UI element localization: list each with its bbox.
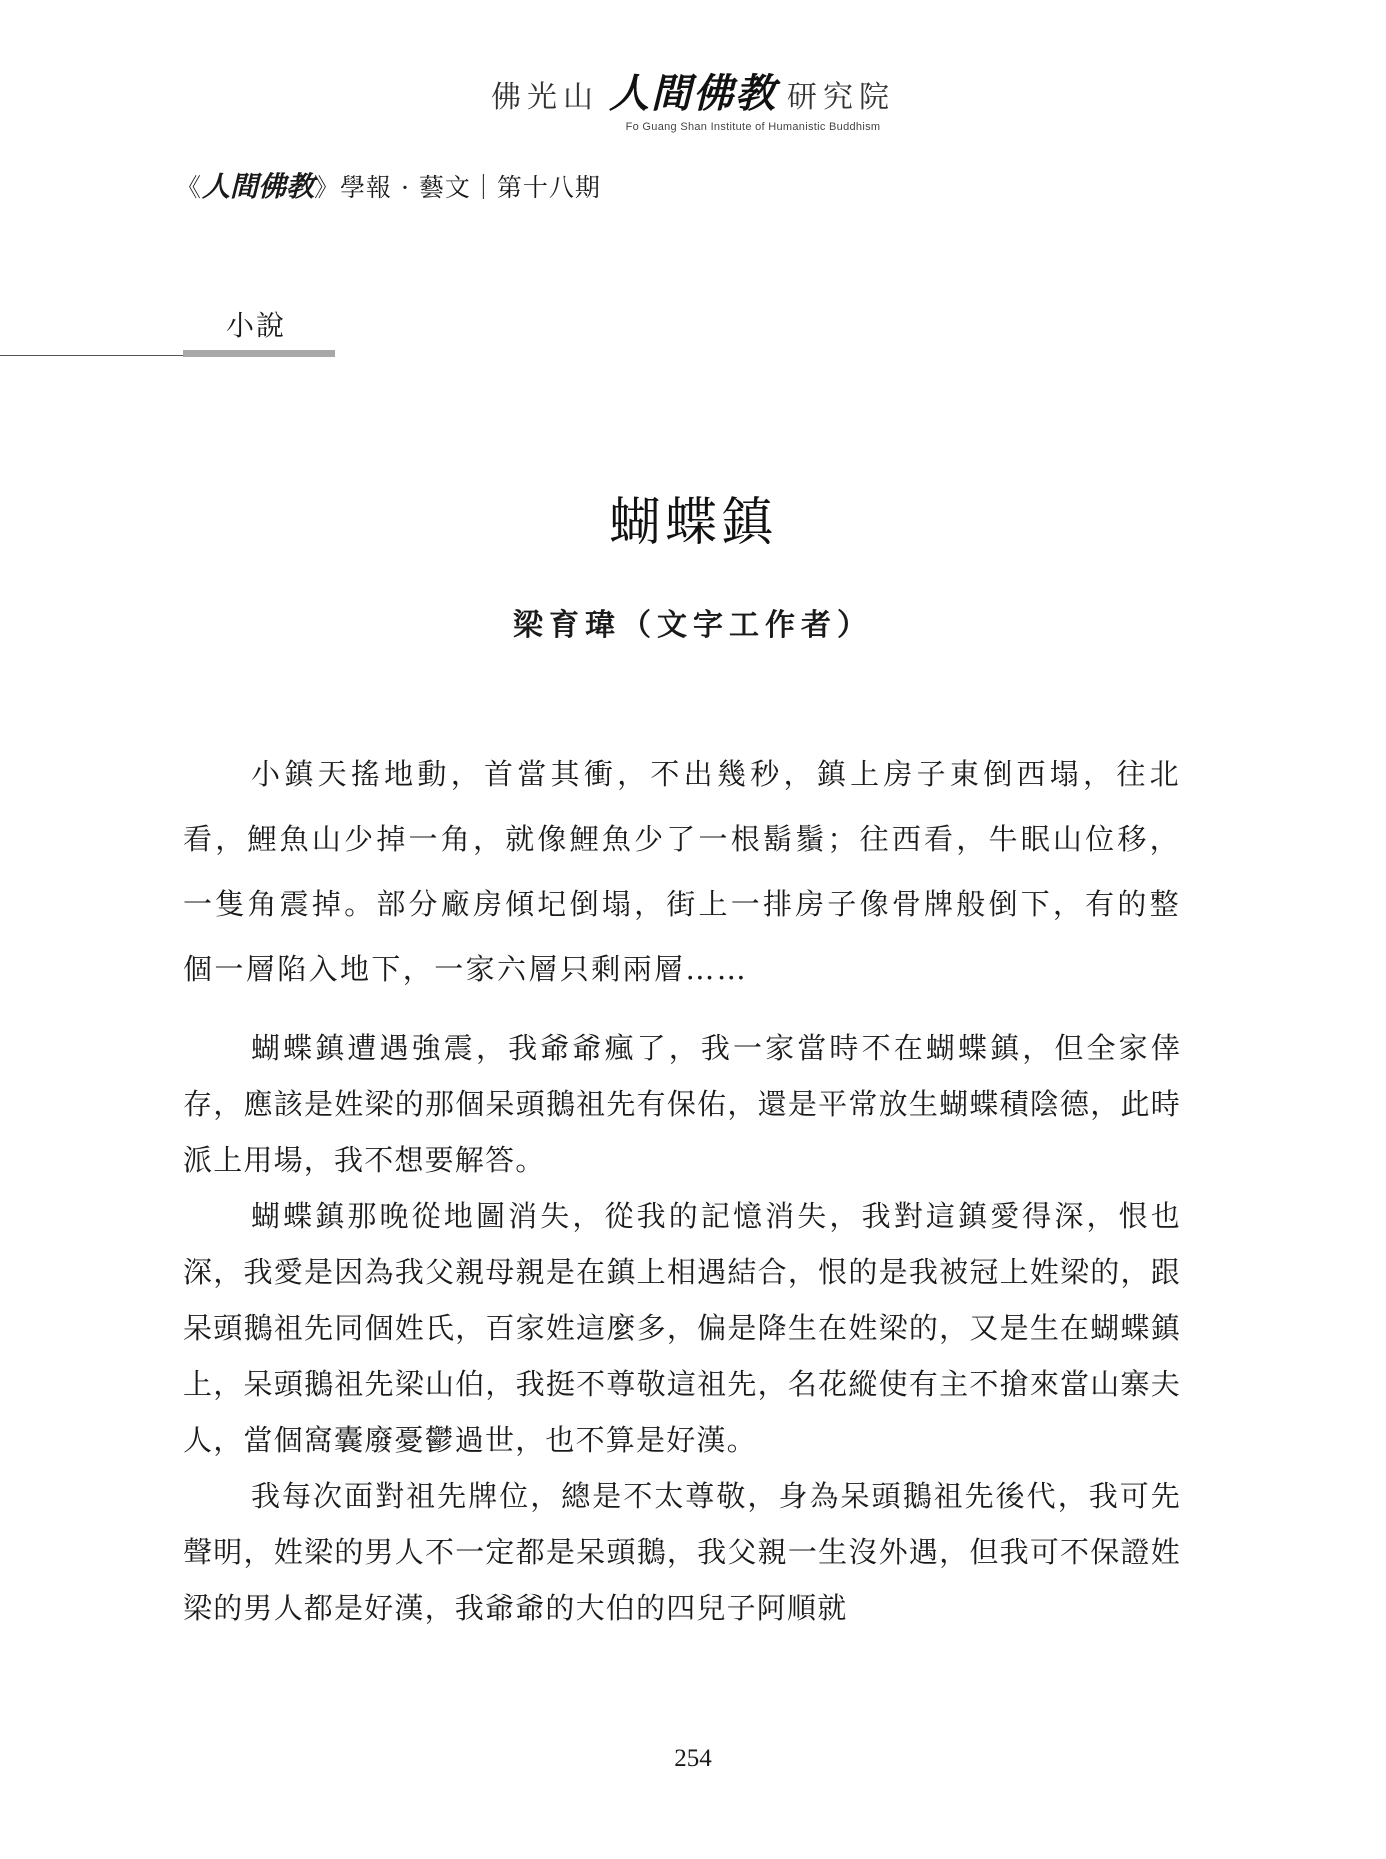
body-text (183, 1020, 1181, 1636)
journal-running-head (176, 165, 601, 205)
journal-open-bracket: 《 (176, 173, 203, 202)
page-number: 254 (674, 1745, 712, 1772)
intro-section (183, 742, 1181, 1002)
institute-name (0, 62, 1386, 119)
institute-brand: 人間佛教 (609, 70, 777, 117)
section-rule-thick (183, 350, 335, 357)
institute-english-name: Fo Guang Shan Institute of Humanistic Buddhism (625, 121, 881, 133)
institute-prefix: 佛光山 (491, 80, 599, 115)
journal-issue-info: 》學報 · 藝文｜第十八期 (314, 173, 601, 202)
journal-brand: 人間佛教 (202, 170, 315, 203)
institute-suffix: 研究院 (787, 80, 895, 115)
institute-logo (0, 62, 1386, 133)
article-author: 梁育瑋（文字工作者） (513, 608, 873, 643)
intro-paragraph: 小鎮天搖地動，首當其衝，不出幾秒，鎮上房子東倒西塌，往北看，鯉魚山少掉一角，就像鯉魚少了一根鬍鬚；往西看，牛眠山位移，一隻角震掉。部分廠房傾圮倒塌，街上一排房子像骨牌般倒下，有的整個一層陷入地下，一家六層只剩兩層…… (183, 757, 1181, 986)
body-paragraph: 蝴蝶鎮遭遇強震，我爺爺瘋了，我一家當時不在蝴蝶鎮，但全家倖存，應該是姓梁的那個呆頭鵝祖先有保佑，還是平常放生蝴蝶積陰德，此時派上用場，我不想要解答。 (183, 1031, 1181, 1177)
section-label: 小說 (226, 309, 287, 342)
body-paragraph: 我每次面對祖先牌位，總是不太尊敬，身為呆頭鵝祖先後代，我可先聲明，姓梁的男人不一定都是呆頭鵝，我父親一生沒外遇，但我可不保證姓梁的男人都是好漢，我爺爺的大伯的四兒子阿順就 (183, 1479, 1181, 1625)
body-paragraph: 蝴蝶鎮那晚從地圖消失，從我的記憶消失，我對這鎮愛得深，恨也深，我愛是因為我父親母親是在鎮上相遇結合，恨的是我被冠上姓梁的，跟呆頭鵝祖先同個姓氏，百家姓這麼多，偏是降生在姓梁的，又是生在蝴蝶鎮上，呆頭鵝祖先梁山伯，我挺不尊敬這祖先，名花縱使有主不搶來當山寨夫人，當個窩囊廢憂鬱過世，也不算是好漢。 (183, 1199, 1181, 1457)
article-title: 蝴蝶鎮 (608, 493, 777, 553)
